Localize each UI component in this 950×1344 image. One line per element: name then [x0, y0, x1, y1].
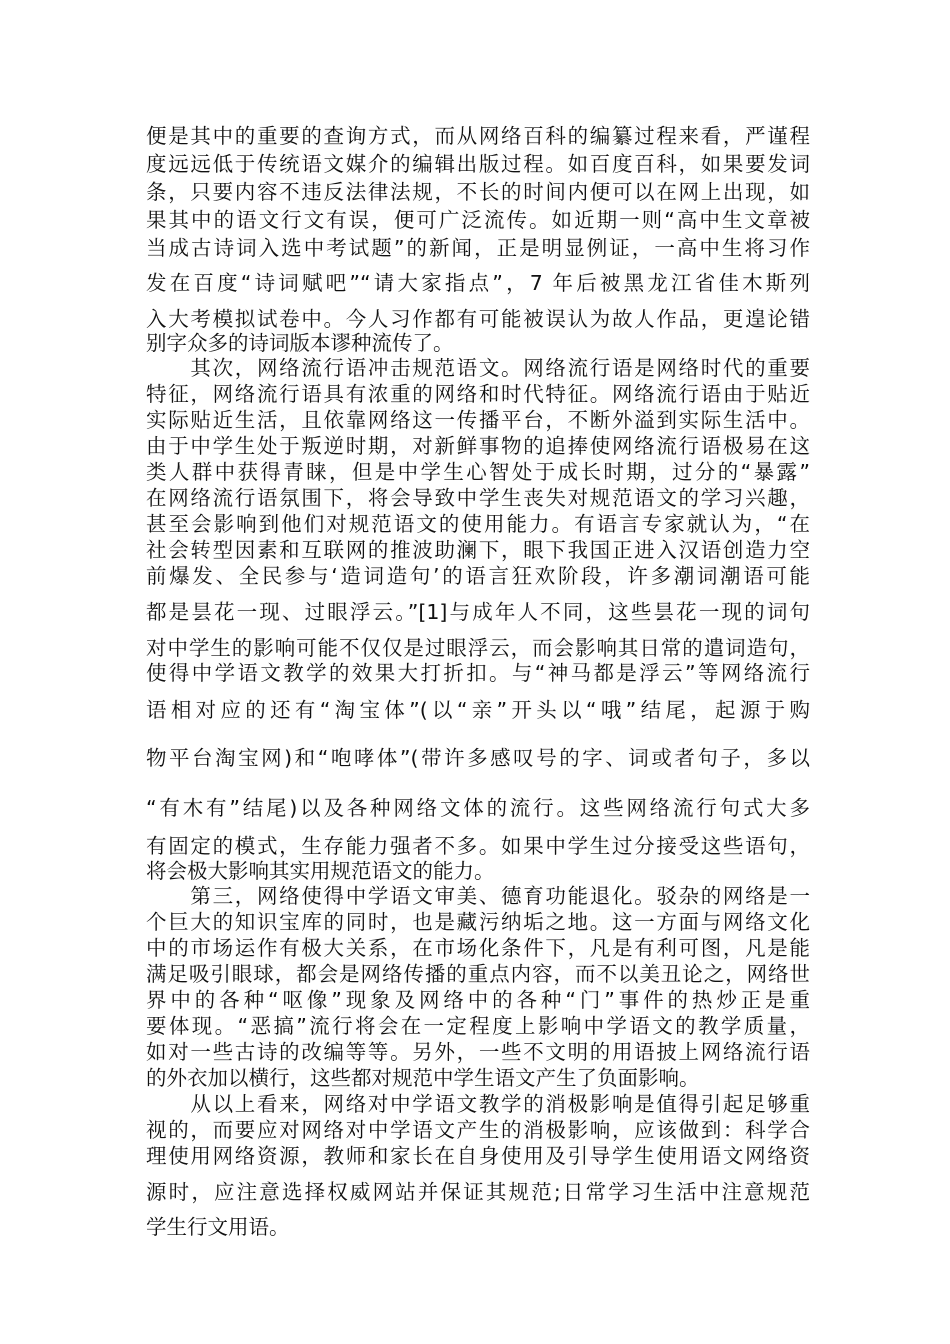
- text-line: 使得中学语文教学的效果大打折扣。与“神马都是浮云”等网络流行: [146, 661, 810, 685]
- text-line: 在网络流行语氛围下，将会导致中学生丧失对规范语文的学习兴趣，: [146, 486, 810, 510]
- text-line: 满足吸引眼球，都会是网络传播的重点内容，而不以美丑论之，网络世: [146, 962, 810, 986]
- text-line: 特征，网络流行语具有浓重的网络和时代特征。网络流行语由于贴近: [146, 382, 810, 406]
- text-line: 前爆发、全民参与‘造词造句’的语言狂欢阶段，许多潮词潮语可能: [146, 564, 810, 588]
- text-line: 其次，网络流行语冲击规范语文。网络流行语是网络时代的重要: [146, 356, 810, 380]
- text-line: 个巨大的知识宝库的同时，也是藏污纳垢之地。这一方面与网络文化: [146, 910, 810, 934]
- text-line: 学生行文用语。: [146, 1215, 290, 1239]
- text-line: 果其中的语文行文有误，便可广泛流传。如近期一则“高中生文章被: [146, 208, 810, 232]
- text-line: 中的市场运作有极大关系，在市场化条件下，凡是有利可图，凡是能: [146, 936, 810, 960]
- text-line: 视的，而要应对网络对中学语文产生的消极影响，应该做到：科学合: [146, 1118, 810, 1142]
- text-line: 将会极大影响其实用规范语文的能力。: [146, 859, 495, 883]
- text-line: 实际贴近生活，且依靠网络这一传播平台，不断外溢到实际生活中。: [146, 408, 810, 432]
- text-line: “有木有”结尾)以及各种网络文体的流行。这些网络流行句式大多: [146, 796, 810, 820]
- text-line: 类人群中获得青睐，但是中学生心智处于成长时期，过分的“暴露”: [146, 460, 810, 484]
- text-line: 入大考模拟试卷中。今人习作都有可能被误认为故人作品，更遑论错: [146, 307, 810, 331]
- text-line: 便是其中的重要的查询方式，而从网络百科的编纂过程来看，严谨程: [146, 124, 810, 148]
- text-line: 社会转型因素和互联网的推波助澜下，眼下我国正进入汉语创造力空: [146, 538, 810, 562]
- text-line: 度远远低于传统语文媒介的编辑出版过程。如百度百科，如果要发词: [146, 152, 810, 176]
- text-line: 甚至会影响到他们对规范语文的使用能力。有语言专家就认为，“在: [146, 512, 810, 536]
- text-line: 第三，网络使得中学语文审美、德育功能退化。驳杂的网络是一: [146, 884, 810, 908]
- text-line: 语相对应的还有“淘宝体”(以“亲”开头以“哦”结尾，起源于购: [146, 698, 810, 722]
- text-line: 的外衣加以横行，这些都对规范中学生语文产生了负面影响。: [146, 1066, 700, 1090]
- text-line: 要体现。“恶搞”流行将会在一定程度上影响中学语文的教学质量，: [146, 1014, 810, 1038]
- text-line: 物平台淘宝网)和“咆哮体”(带许多感叹号的字、词或者句子，多以: [146, 746, 810, 770]
- text-line: 理使用网络资源，教师和家长在自身使用及引导学生使用语文网络资: [146, 1144, 810, 1168]
- text-line: 条，只要内容不违反法律法规，不长的时间内便可以在网上出现，如: [146, 180, 810, 204]
- text-line: 界中的各种“呕像”现象及网络中的各种“门”事件的热炒正是重: [146, 988, 810, 1012]
- text-line: 都是昙花一现、过眼浮云。”[1]与成年人不同，这些昙花一现的词句: [146, 600, 810, 624]
- text-line: 当成古诗词入选中考试题”的新闻，正是明显例证，一高中生将习作: [146, 236, 810, 260]
- text-line: 对中学生的影响可能不仅仅是过眼浮云，而会影响其日常的遣词造句，: [146, 636, 810, 660]
- text-line: 源时，应注意选择权威网站并保证其规范;日常学习生活中注意规范: [146, 1180, 810, 1204]
- text-line: 发在百度“诗词赋吧”“请大家指点”，7 年后被黑龙江省佳木斯列: [146, 271, 810, 295]
- text-line: 有固定的模式，生存能力强者不多。如果中学生过分接受这些语句，: [146, 834, 810, 858]
- text-line: 从以上看来，网络对中学语文教学的消极影响是值得引起足够重: [146, 1092, 810, 1116]
- text-line: 如对一些古诗的改编等等。另外，一些不文明的用语披上网络流行语: [146, 1040, 810, 1064]
- text-line: 别字众多的诗词版本谬种流传了。: [146, 331, 454, 355]
- text-line: 由于中学生处于叛逆时期，对新鲜事物的追捧使网络流行语极易在这: [146, 434, 810, 458]
